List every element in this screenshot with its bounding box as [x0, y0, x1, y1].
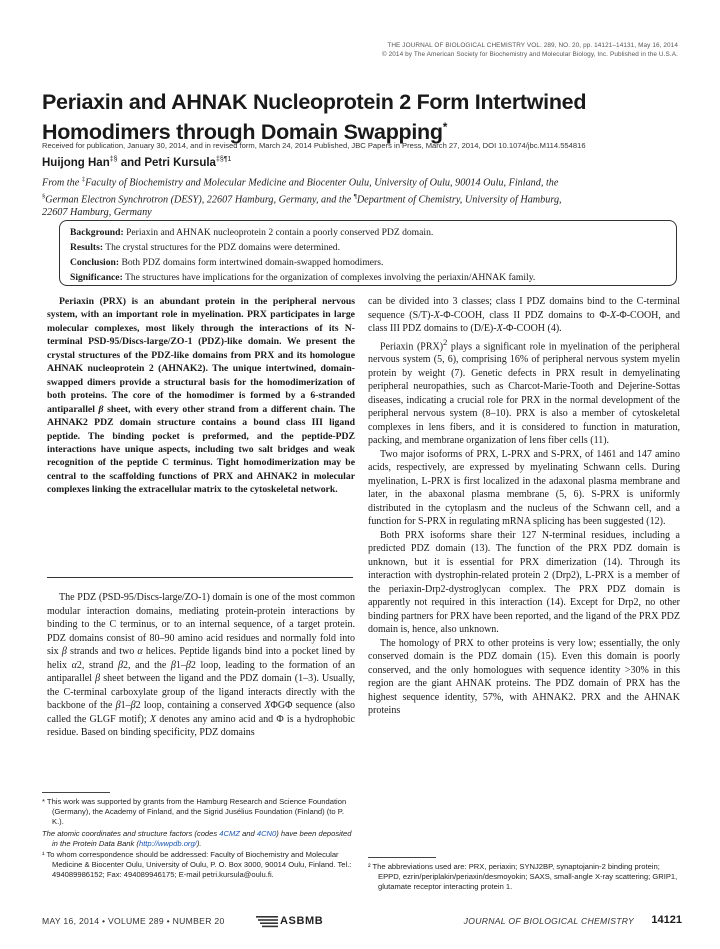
abstract-text-1: Periaxin (PRX) is an abundant protein in the peripheral nervous system, with an important role in myelination. PRX participates in large molecular complexes, most likely through the interactions of its N-terminal PSD-95/Discs-large/ZO-1 (PDZ)-like domain. We present the crystal structures of the PDZ-like domains from PRX and its homologue AHNAK nucleoprotein 2 (AHNAK2). The unique intertwined, domain-swapped dimers provide a structural basis for the homodimerization of both proteins. The core of the homodimer is formed by a 6-stranded antiparallel [47, 296, 355, 415]
footnote-pdb [42, 829, 354, 849]
rc-p1a: can be divided into 3 classes; class I PDZ domains bind to the C-terminal sequence (S/T)- [368, 296, 680, 321]
asbmb-logo [256, 914, 323, 928]
masthead-line-2: © 2014 by The American Society for Biochemistry and Molecular Biology, Inc. Published in the U.S.A. [381, 51, 678, 58]
rc-p5a: The homology of PRX to other proteins is very low; essentially, the only conserved domain is the PDZ domain (15). Even this domain is poorly conserved, and the only homologues with sequence identity [368, 637, 680, 676]
wwpdb-link[interactable]: http://wwpdb.org/ [138, 838, 197, 848]
author-kursula[interactable]: Petri Kursula [144, 156, 216, 169]
rc-p1b: X [433, 309, 440, 321]
summary-significance [70, 270, 666, 285]
intro-t18: β [130, 700, 136, 711]
affil-oulu: Faculty of Biochemistry and Molecular Medicine and Biocenter Oulu, University of Oulu, 90014 Oulu, Finland, the [85, 177, 559, 189]
abstract-text-2: sheet, with every other strand from a different chain. The AHNAK2 PDZ domain structure contains a bound class III ligand peptide. The binding pocket is preformed, and the peptide-PDZ interactions have unique aspects, including two salt bridges and weak recognition of the peptide C terminus. Tight homodimerization may be central to the scaffolding functions of PRX and AHNAK2 in molecular complexes linking the extracellular matrix to the cytoskeletal network. [47, 403, 355, 496]
author-han-affil: ‡§ [109, 156, 118, 163]
right-paragraph-2 [368, 336, 680, 448]
intro-t5: helices. Peptide ligands bind into a pocket lined by helix [47, 646, 355, 671]
author-list [42, 156, 231, 169]
intro-paragraph-1 [47, 591, 355, 740]
rc-p1c: -Φ-COOH, class II PDZ domains to Φ- [439, 309, 610, 321]
background-label: Background: [70, 227, 124, 238]
results-label: Results: [70, 242, 104, 253]
footnote-correspondence: ¹ To whom correspondence should be addressed: Faculty of Biochemistry and Molecular Medicine & Biocenter Oulu, University of Oulu, P. O. Box 3000, 90014 Oulu, Finland. Tel.: 494089986152; Fax: 494089946175; E-mail petri.kursula@oulu.fi. [42, 850, 352, 880]
intro-t14: β [95, 673, 101, 684]
rc-p2a: Periaxin (PRX) [380, 340, 444, 352]
title-line-2: Homodimers through Domain Swapping [42, 120, 443, 145]
article-title [42, 90, 682, 145]
intro-t11: 1– [175, 659, 186, 671]
intro-t22: X [149, 713, 156, 725]
title-footnote-mark[interactable]: * [442, 120, 448, 134]
intro-t16: β [115, 700, 121, 711]
footnote-ref-2[interactable]: 2 [443, 337, 448, 347]
pdb-link-4cn0[interactable]: 4CN0 [256, 828, 277, 838]
author-separator: and [117, 156, 145, 169]
rc-p1d: X [609, 309, 617, 321]
affil-desy: German Electron Synchrotron (DESY), 22607 Hamburg, Germany, and the [45, 193, 354, 205]
intro-t6: α [71, 659, 77, 671]
page-footer [42, 914, 682, 930]
title-line-1: Periaxin and AHNAK Nucleoprotein 2 Form Intertwined [42, 90, 587, 114]
summary-conclusion [70, 255, 666, 270]
footer-journal-name: JOURNAL OF BIOLOGICAL CHEMISTRY [463, 916, 634, 926]
right-paragraph-4: Both PRX isoforms share their 127 N-terminal residues, including a predicted PDZ domain (13). The function of the PRX PDZ domain is unknown, but it is essential for PRX dimerization (14). Through its interaction with dystrophin-related protein 2 (Drp2), L-PRX is a member of the periaxin-Drp2-dystroglycan complex. The PRX PDZ domain is apparently not required in this interaction (14). Except for Drp2, no other binding partners for PRX have been reported, and the ligand of the PRX PDZ domain is, hence, also unknown. [368, 529, 680, 636]
intro-t15: sheet between the ligand and the PDZ domain (1–3). Usually, the C-terminal carboxylate group of the ligand interacts directly with the backbone of the [47, 673, 355, 711]
asbmb-stripes-icon [256, 914, 278, 928]
intro-t20: X [264, 700, 271, 711]
footnote-divider-left [42, 792, 110, 793]
footnote-abbreviations: ² The abbreviations used are: PRX, periaxin; SYNJ2BP, synaptojanin-2 binding protein; EPPD, ezrin/periplakin/periaxin/desmoyokin; SAXS, small-angle X-ray scattering; GRIP1, glutamate receptor interacting protein 1. [368, 862, 678, 892]
intro-t8: β [117, 659, 123, 671]
footnote-funding: * This work was supported by grants from the Hamburg Research and Science Foundation (Germany), the Academy of Finland, and the Sigrid Jusélius Foundation (Finland) (to P. K.). [42, 797, 347, 827]
right-paragraph-1 [368, 295, 680, 336]
affil-mark-3: ¶ [353, 192, 357, 200]
rc-p2b: plays a significant role in myelination of the peripheral nervous system (5, 6), comprising 16% of peripheral nervous system myelin protein by weight (7). Genetic defects in PRX result in demyelinating peripheral neuropathies, such as Charcot-Marie-Tooth and Dejerine-Sottas diseases, indicating a crucial role for PRX in the normal development of the peripheral nervous system (8–10). PRX is also a member of cytoskeletal complexes in lens fibers, and it is considered to function in maturation, packing, and membrane organization of lens fiber cells (11). [368, 340, 680, 447]
author-han[interactable]: Huijong Han [42, 156, 110, 169]
summary-results [70, 240, 666, 255]
significance-label: Significance: [70, 272, 123, 283]
intro-t9: 2, and the [122, 659, 171, 671]
affil-from: From the [42, 177, 82, 189]
affil-hamburg-city: 22607 Hamburg, Germany [42, 207, 152, 219]
intro-t1: The PDZ (PSD-95/Discs-large/ZO-1) domain is one of the most common modular interaction domains, mediating protein-protein interactions by binding to the C terminus, or to an internal sequence, of a target protein. PDZ domains consist of 80–90 amino acid residues and normally fold into six [47, 592, 355, 657]
abstract-divider [47, 577, 353, 578]
masthead-line-1: THE JOURNAL OF BIOLOGICAL CHEMISTRY VOL. 289, NO. 20, pp. 14121–14131, May 16, 2014 [387, 42, 678, 49]
intro-t10: β [170, 659, 176, 671]
intro-t23: denotes any amino acid and Φ is a hydrophobic residue. Based on binding specificity, PDZ domains [47, 713, 355, 738]
footnote-divider-right [368, 857, 436, 858]
intro-t12: β [185, 659, 191, 671]
results-text: The crystal structures for the PDZ domains were determined. [103, 242, 340, 253]
pdb-text-2: and [239, 828, 257, 838]
rc-p5b: >30% [624, 664, 649, 676]
affil-mark-1: ‡ [81, 176, 86, 183]
intro-t21: ΦGΦ sequence (also called the GLGF motif); [47, 700, 355, 725]
footnotes-left [42, 797, 354, 882]
intro-t13: 2 loop, leading to the formation of an antiparallel [47, 659, 355, 684]
conclusion-text: Both PDZ domains form intertwined domain-swapped homodimers. [119, 257, 384, 268]
affiliations [42, 173, 687, 219]
rc-p1e: -Φ-COOH, and class III PDZ domains to (D/E)- [368, 309, 680, 334]
abstract [47, 295, 355, 497]
intro-left-column [47, 591, 355, 740]
conclusion-label: Conclusion: [70, 257, 120, 268]
pdb-link-4cmz[interactable]: 4CMZ [219, 828, 240, 838]
received-dates: Received for publication, January 30, 2014, and in revised form, March 24, 2014 Published, JBC Papers in Press, March 27, 2014, DOI 10.1074/jbc.M114.554816 [42, 141, 586, 150]
rc-p1f: X [496, 323, 503, 334]
pdb-text-1: The atomic coordinates and structure factors (codes [42, 828, 220, 838]
abstract-paragraph [47, 295, 355, 497]
journal-masthead [258, 41, 678, 59]
rc-p1g: -Φ-COOH (4). [502, 323, 562, 334]
author-kursula-affil: ‡§¶1 [215, 156, 232, 163]
intro-t19: 2 loop, containing a conserved [135, 700, 265, 711]
background-text: Periaxin and AHNAK nucleoprotein 2 contain a poorly conserved PDZ domain. [123, 227, 434, 238]
asbmb-logo-text: ASBMB [280, 915, 324, 927]
rc-p5c: in this region are the giant AHNAK proteins. The PDZ domain of PRX has the highest sequence identity, 57%, with AHNAK2. PRX and the AHNAK proteins [368, 664, 680, 717]
intro-t17: 1– [120, 700, 131, 711]
intro-t3: strands and two [66, 646, 138, 657]
right-paragraph-3: Two major isoforms of PRX, L-PRX and S-PRX, of 1461 and 147 amino acids, respectively, are expressed by myelinating Schwann cells. During myelination, L-PRX is first localized in the adaxonal plasma membrane and later, in the abaxonal plasma membrane (5, 6). S-PRX is uniformly distributed in the cytoplasm and the nucleus of the Schwann cell, and a function for S-PRX in regulating mRNA splicing has been suggested (12). [368, 448, 680, 528]
pdb-text-4: ). [196, 838, 202, 848]
intro-t2: β [61, 646, 67, 657]
intro-t4: α [137, 646, 143, 657]
footer-issue: MAY 16, 2014 • VOLUME 289 • NUMBER 20 [42, 916, 225, 926]
abstract-beta: β [98, 403, 104, 415]
page-number: 14121 [651, 914, 682, 926]
right-paragraph-5 [368, 637, 680, 718]
right-column [368, 295, 680, 718]
footnotes-right [368, 862, 680, 893]
significance-text: The structures have implications for the organization of complexes involving the periaxin/AHNAK family. [122, 272, 536, 283]
affil-hamburg: Department of Chemistry, University of Hamburg, [356, 193, 562, 205]
summary-box [59, 220, 677, 286]
summary-background [70, 225, 666, 240]
pdb-text-3: ) have been deposited in the Protein Data Bank ( [52, 828, 352, 848]
intro-t7: 2, strand [76, 659, 118, 671]
affil-mark-2: § [42, 192, 46, 200]
